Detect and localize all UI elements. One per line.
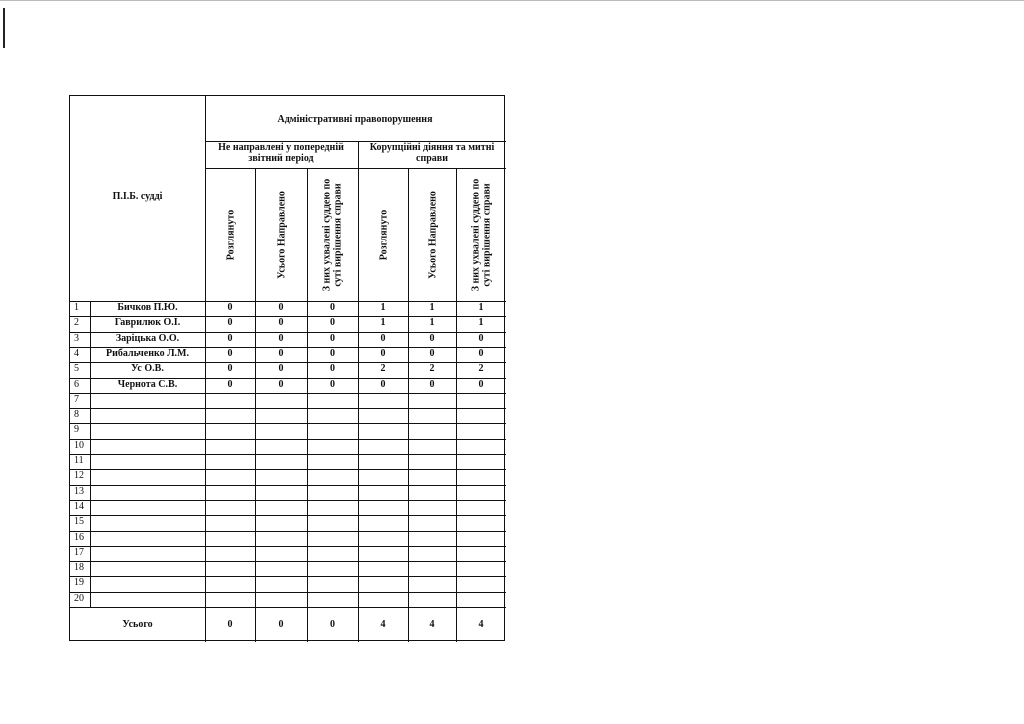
scan-edge-left bbox=[3, 8, 5, 48]
total-cell: 4 bbox=[380, 618, 386, 630]
value-cell: 0 bbox=[278, 332, 284, 344]
row-number: 19 bbox=[74, 577, 84, 589]
row-number: 14 bbox=[74, 500, 84, 512]
value-cell: 0 bbox=[380, 378, 386, 390]
row-number: 18 bbox=[74, 562, 84, 574]
value-cell: 0 bbox=[278, 302, 284, 313]
row-divider bbox=[70, 531, 506, 532]
value-cell: 0 bbox=[380, 332, 386, 344]
total-cell: 0 bbox=[330, 618, 335, 630]
row-divider bbox=[70, 469, 506, 470]
sub-header-3: З них ухвалені суддею по суті вирішення справи bbox=[321, 178, 344, 291]
value-cell: 0 bbox=[227, 317, 233, 329]
row-divider bbox=[70, 439, 506, 440]
row-number: 9 bbox=[74, 424, 79, 436]
value-cell: 0 bbox=[429, 378, 435, 390]
sub-header-6: З них ухвалені суддею по суті вирішення справи bbox=[470, 178, 492, 291]
row-divider bbox=[70, 515, 506, 516]
row-number: 15 bbox=[74, 516, 84, 528]
value-cell: 0 bbox=[330, 363, 335, 375]
sub-header-4: Розглянуто bbox=[377, 209, 389, 260]
total-cell: 4 bbox=[478, 618, 484, 630]
value-cell: 0 bbox=[380, 347, 386, 359]
value-cell: 0 bbox=[278, 378, 284, 390]
value-cell: 0 bbox=[429, 332, 435, 344]
judge-name: Заріцька О.О. bbox=[115, 332, 180, 344]
judge-name-header: П.І.Б. судді bbox=[112, 191, 163, 202]
value-cell: 1 bbox=[429, 317, 435, 329]
row-divider bbox=[70, 408, 506, 409]
value-cell: 0 bbox=[429, 347, 435, 359]
value-cell: 0 bbox=[478, 347, 484, 359]
value-cell: 0 bbox=[227, 378, 233, 390]
value-cell: 1 bbox=[429, 302, 435, 313]
row-divider bbox=[70, 500, 506, 501]
row-divider bbox=[70, 423, 506, 424]
value-cell: 2 bbox=[380, 363, 386, 375]
row-divider bbox=[70, 561, 506, 562]
row-number: 20 bbox=[74, 592, 84, 604]
total-cell: 0 bbox=[227, 618, 233, 630]
value-cell: 0 bbox=[330, 302, 335, 313]
row-number: 10 bbox=[74, 439, 84, 451]
sub-header-2: Усього Направлено bbox=[275, 190, 287, 279]
total-label: Усього bbox=[122, 618, 153, 630]
table-title: Адміністративні правопорушення bbox=[277, 114, 433, 125]
value-cell: 1 bbox=[478, 302, 484, 313]
row-number: 4 bbox=[74, 347, 79, 359]
value-cell: 0 bbox=[278, 363, 284, 375]
value-cell: 2 bbox=[429, 363, 435, 375]
total-cell: 4 bbox=[429, 618, 435, 630]
row-number: 12 bbox=[74, 470, 84, 482]
value-cell: 0 bbox=[227, 363, 233, 375]
row-divider bbox=[70, 485, 506, 486]
judge-name: Рибальченко Л.М. bbox=[106, 347, 189, 359]
value-cell: 1 bbox=[380, 317, 386, 329]
value-column-border bbox=[255, 168, 256, 642]
row-number: 3 bbox=[74, 332, 79, 344]
row-divider bbox=[70, 592, 506, 593]
value-cell: 0 bbox=[330, 378, 335, 390]
group-header-not-sent: Не направлені у попередній звітний період bbox=[218, 142, 344, 164]
row-number: 6 bbox=[74, 378, 79, 390]
group-border bbox=[358, 141, 359, 642]
value-cell: 1 bbox=[478, 317, 484, 329]
sub-header-1: Розглянуто bbox=[224, 209, 236, 260]
value-column-border bbox=[456, 168, 457, 642]
scan-edge-top bbox=[0, 0, 1024, 1]
total-divider bbox=[70, 607, 506, 608]
value-column-border bbox=[307, 168, 308, 642]
value-cell: 0 bbox=[227, 302, 233, 313]
court-stats-table bbox=[69, 95, 505, 641]
row-number: 11 bbox=[74, 455, 84, 466]
group-header-corruption: Корупційні діяння та митні справи bbox=[369, 142, 495, 164]
judge-name: Чернота С.В. bbox=[117, 378, 178, 390]
row-number: 5 bbox=[74, 363, 79, 375]
value-cell: 1 bbox=[380, 302, 386, 313]
value-cell: 0 bbox=[330, 347, 335, 359]
row-number: 1 bbox=[74, 302, 79, 313]
value-cell: 0 bbox=[227, 332, 233, 344]
group-divider bbox=[205, 168, 506, 169]
value-cell: 0 bbox=[278, 347, 284, 359]
value-cell: 0 bbox=[478, 378, 484, 390]
total-cell: 0 bbox=[278, 618, 284, 630]
value-cell: 0 bbox=[227, 347, 233, 359]
sub-header-5: Усього Направлено bbox=[426, 190, 438, 279]
value-cell: 0 bbox=[330, 332, 335, 344]
row-number: 13 bbox=[74, 485, 84, 497]
value-column-border bbox=[408, 168, 409, 642]
row-number: 17 bbox=[74, 546, 84, 558]
row-number: 8 bbox=[74, 409, 79, 421]
judge-name: Бичков П.Ю. bbox=[117, 302, 178, 313]
row-number: 16 bbox=[74, 531, 84, 543]
row-divider bbox=[70, 454, 506, 455]
row-divider bbox=[70, 393, 506, 394]
value-cell: 0 bbox=[330, 317, 335, 329]
value-cell: 2 bbox=[478, 363, 484, 375]
judge-name: Ус О.В. bbox=[131, 363, 164, 375]
judge-name: Гаврилюк О.І. bbox=[114, 317, 181, 329]
row-number: 2 bbox=[74, 317, 79, 329]
row-divider bbox=[70, 576, 506, 577]
row-divider bbox=[70, 546, 506, 547]
value-cell: 0 bbox=[478, 332, 484, 344]
value-cell: 0 bbox=[278, 317, 284, 329]
title-divider bbox=[205, 141, 506, 142]
row-number: 7 bbox=[74, 393, 79, 405]
